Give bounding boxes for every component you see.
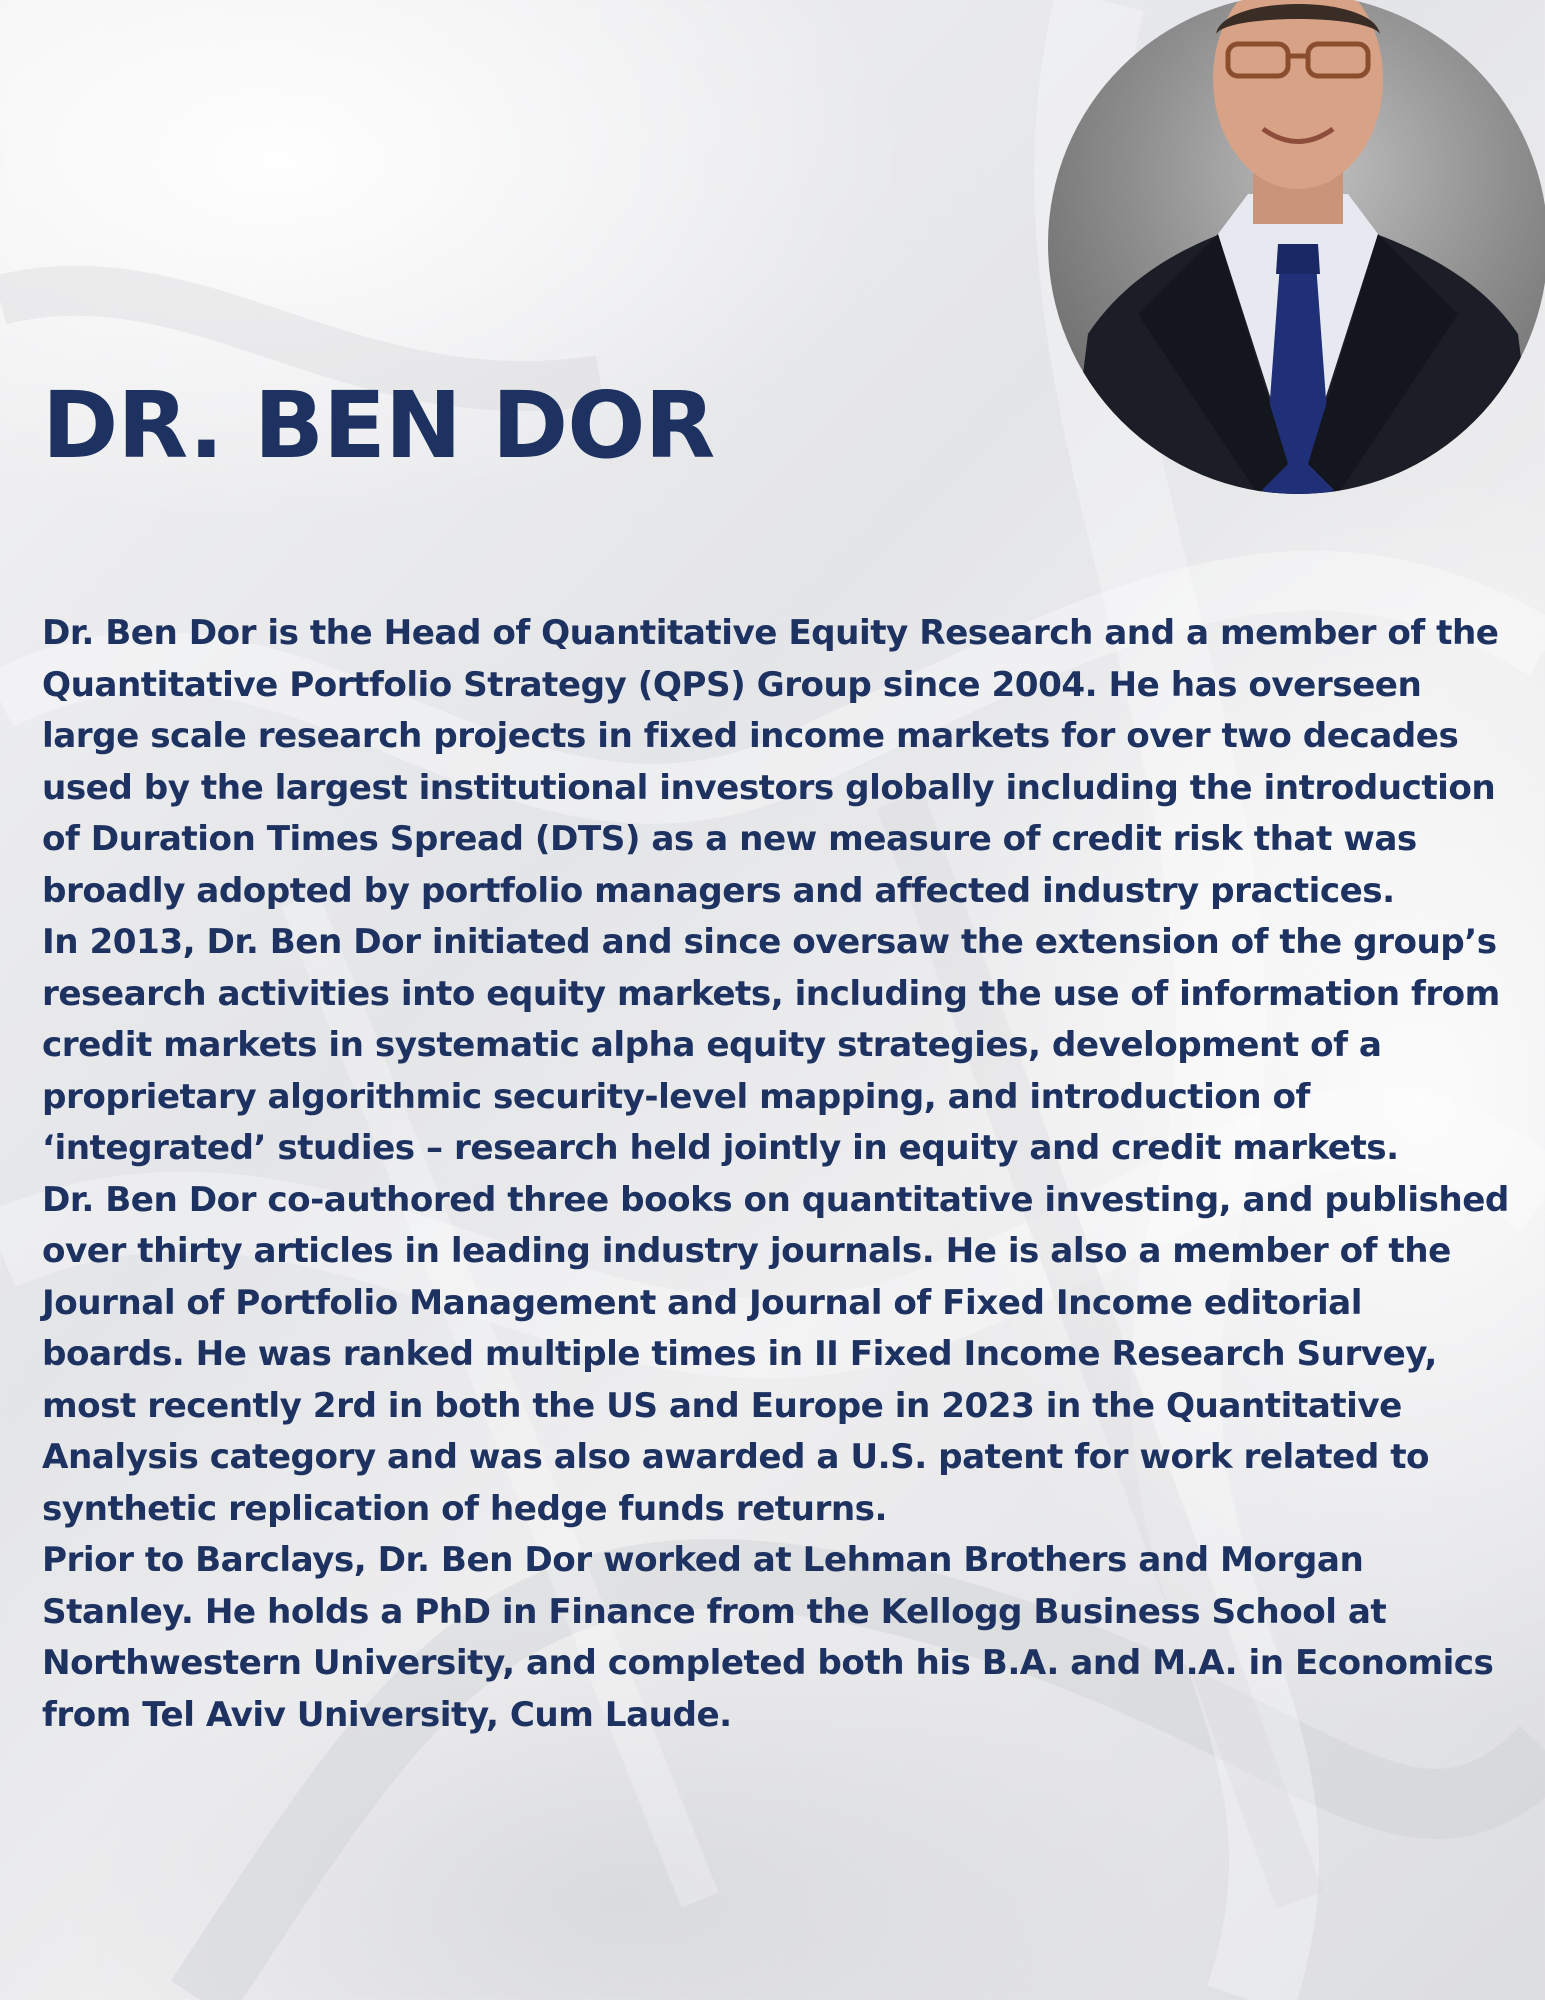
page-title: DR. BEN DOR — [42, 372, 715, 479]
profile-photo — [1048, 0, 1545, 494]
bio-paragraph-3: Dr. Ben Dor co-authored three books on quantitative investing, and published over thirty articles in leading industry journals. He is also a member of the Journal of Portfolio Management and Journal of Fixed Income editorial boards. He was ranked multiple times in II Fixed Income Research Survey, most recently 2rd in both the US and Europe in 2023 in the Quantitative Analysis category and was also awarded a U.S. patent for work related to synthetic replication of hedge funds returns. — [42, 1179, 1509, 1529]
bio-paragraph-2: In 2013, Dr. Ben Dor initiated and since oversaw the extension of the group’s research activities into equity markets, including the use of information from credit markets in systematic alpha equity strategies, development of a proprietary algorithmic security-level mapping, and introduction of ‘integrated’ studies – research held jointly in equity and credit markets. — [42, 922, 1500, 1168]
person-portrait-icon — [1048, 0, 1545, 494]
bio-paragraph-4: Prior to Barclays, Dr. Ben Dor worked at Lehman Brothers and Morgan Stanley. He holds a PhD in Finance from the Kellogg Business School at Northwestern University, and completed both his B.A. and M.A. in Economics from Tel Aviv University, Cum Laude. — [42, 1540, 1494, 1735]
biography — [42, 608, 1512, 1741]
bio-paragraph-1: Dr. Ben Dor is the Head of Quantitative Equity Research and a member of the Quantitative Portfolio Strategy (QPS) Group since 2004. He has overseen large scale research projects in fixed income markets for over two decades used by the largest institutional investors globally including the introduction of Duration Times Spread (DTS) as a new measure of credit risk that was broadly adopted by portfolio managers and affected industry practices. — [42, 613, 1499, 911]
